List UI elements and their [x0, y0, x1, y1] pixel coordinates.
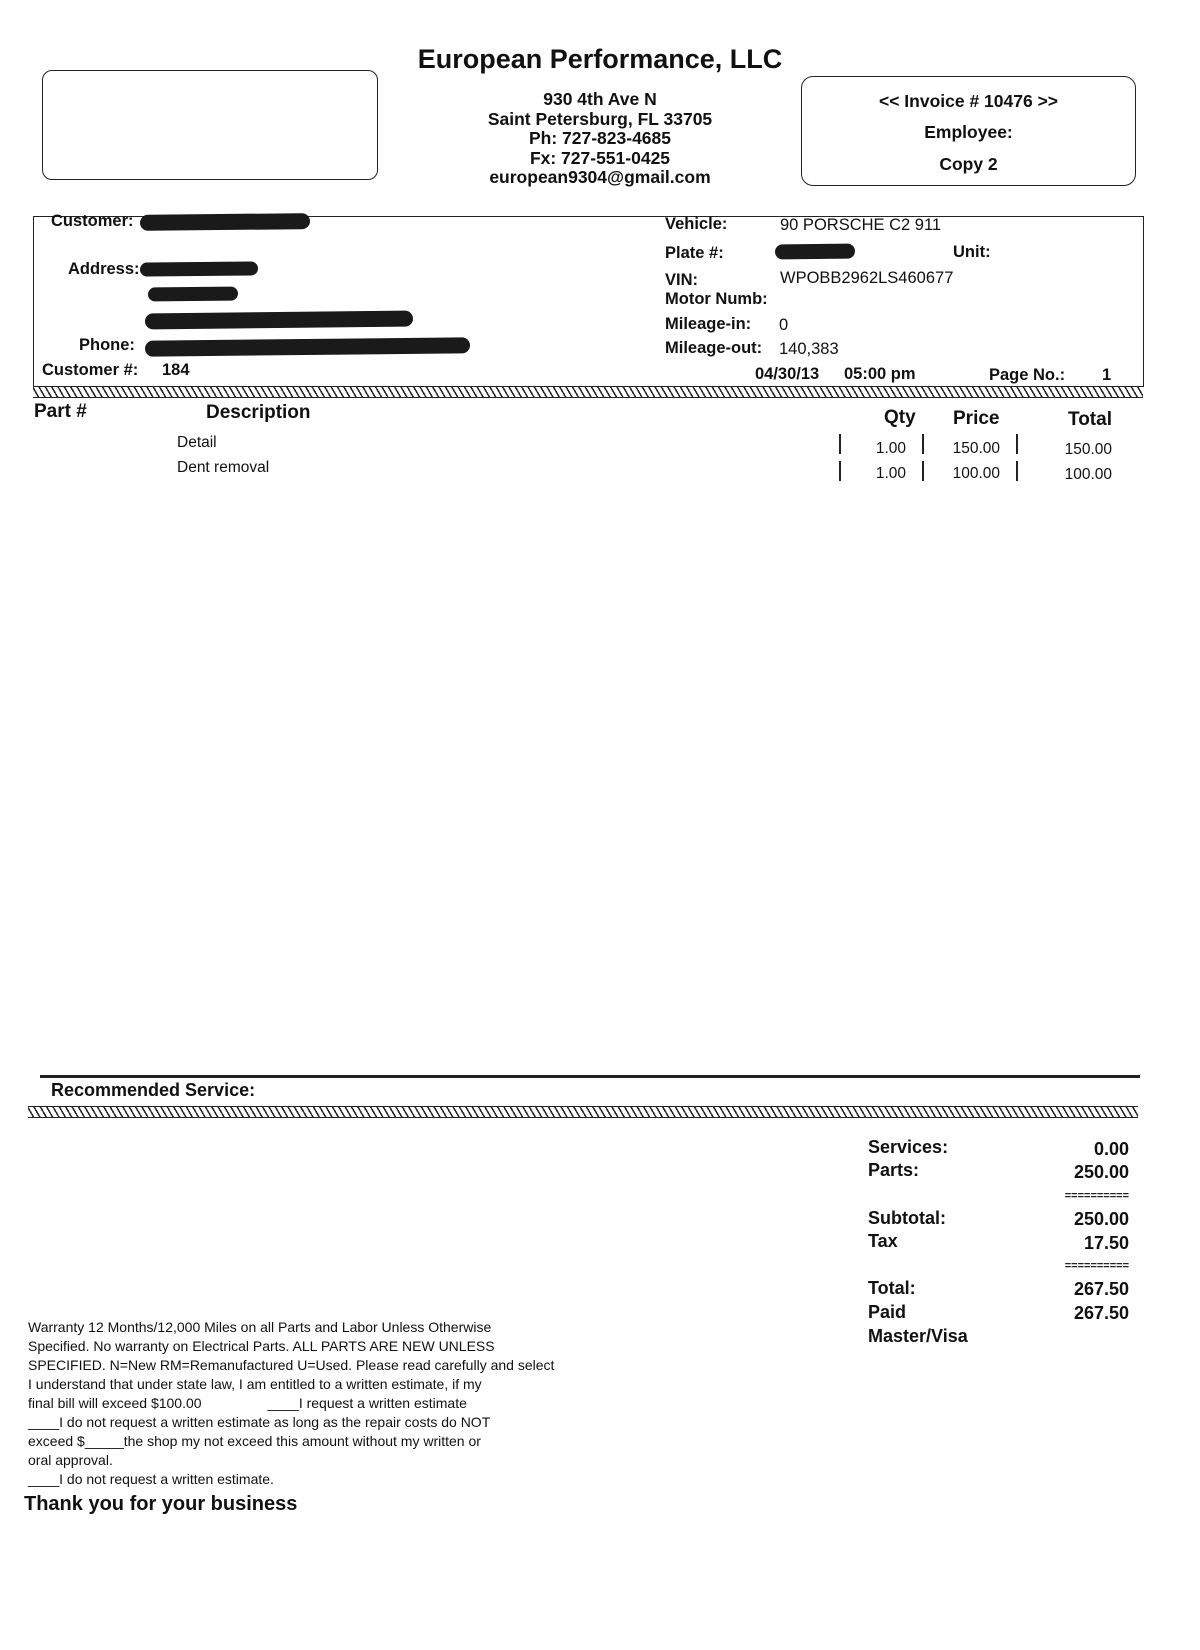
- company-address: [400, 90, 800, 188]
- warranty-line: Warranty 12 Months/12,000 Miles on all Parts and Labor Unless Otherwise: [28, 1319, 492, 1335]
- invoice-info-box: [801, 76, 1136, 186]
- redaction-address-line1: [140, 261, 258, 276]
- services-label: Services:: [868, 1137, 949, 1157]
- customer-label: Customer:: [51, 212, 134, 230]
- warranty-text: [28, 1318, 648, 1489]
- column-header-description: Description: [206, 402, 311, 423]
- column-header-part: Part #: [34, 401, 87, 422]
- parts-value: 250.00: [1073, 1162, 1129, 1182]
- double-rule: ==========: [1064, 1260, 1129, 1272]
- warranty-line: final bill will exceed $100.00 ____I request a written estimate: [28, 1395, 467, 1411]
- company-fax: Fx: 727-551-0425: [529, 147, 671, 168]
- row-qty: 1.00: [875, 440, 906, 457]
- mileage-in-label: Mileage-in:: [665, 315, 752, 333]
- mileage-out-value: 140,383: [779, 340, 839, 358]
- total-label: Total:: [868, 1278, 916, 1298]
- employee-label: Employee:: [924, 122, 1013, 142]
- company-name: European Performance, LLC: [417, 44, 783, 74]
- warranty-line: I understand that under state law, I am entitled to a written estimate, if my: [28, 1376, 482, 1392]
- redaction-address-line3: [145, 311, 413, 330]
- warranty-line: Specified. No warranty on Electrical Parts. ALL PARTS ARE NEW UNLESS: [28, 1338, 495, 1354]
- row-description: Detail: [177, 434, 217, 451]
- subtotal-label: Subtotal:: [868, 1208, 946, 1228]
- column-header-price: Price: [953, 408, 1000, 429]
- row-separator: [1016, 461, 1018, 481]
- parts-label: Parts:: [868, 1160, 920, 1180]
- unit-label: Unit:: [953, 243, 991, 261]
- thank-you-message: Thank you for your business: [24, 1493, 298, 1515]
- company-address-line1: 930 4th Ave N: [543, 89, 657, 109]
- warranty-line: exceed $_____the shop my not exceed this amount without my written or: [28, 1433, 481, 1449]
- row-price: 100.00: [952, 465, 1000, 482]
- invoice-number: << Invoice # 10476 >>: [878, 91, 1059, 111]
- vehicle-value: 90 PORSCHE C2 911: [780, 216, 942, 234]
- customer-number-label: Customer #:: [42, 361, 139, 379]
- column-header-total: Total: [1068, 409, 1112, 430]
- company-email: european9304@gmail.com: [489, 167, 711, 187]
- double-rule: ==========: [1064, 1190, 1129, 1202]
- subtotal-value: 250.00: [1073, 1209, 1129, 1229]
- vehicle-label: Vehicle:: [665, 215, 728, 233]
- recommended-service-label: Recommended Service:: [51, 1080, 256, 1100]
- address-label: Address:: [68, 260, 140, 278]
- payment-method: Master/Visa: [868, 1326, 968, 1346]
- tax-label: Tax: [868, 1231, 898, 1251]
- copy-label: Copy 2: [939, 154, 998, 174]
- motor-number-label: Motor Numb:: [665, 290, 768, 308]
- row-separator: [922, 434, 924, 454]
- section-rule: [40, 1075, 1140, 1078]
- vin-value: WPOBB2962LS460677: [780, 269, 954, 287]
- redaction-address-line2: [148, 287, 238, 302]
- redaction-customer-name: [140, 213, 310, 231]
- paid-label: Paid: [868, 1302, 907, 1322]
- customer-number: 184: [162, 361, 190, 379]
- services-value: 0.00: [1093, 1139, 1129, 1159]
- row-total: 100.00: [1064, 466, 1112, 483]
- total-value: 267.50: [1073, 1279, 1129, 1299]
- row-total: 150.00: [1064, 441, 1112, 458]
- row-separator: [1016, 434, 1018, 454]
- phone-label: Phone:: [79, 336, 135, 354]
- mileage-out-label: Mileage-out:: [665, 339, 763, 357]
- redaction-plate: [775, 244, 855, 260]
- mileage-in-value: 0: [779, 316, 789, 334]
- company-phone: Ph: 727-823-4685: [528, 128, 672, 148]
- tax-value: 17.50: [1083, 1233, 1129, 1253]
- row-description: Dent removal: [177, 459, 270, 476]
- vin-label: VIN:: [665, 271, 698, 289]
- column-header-qty: Qty: [884, 407, 916, 428]
- row-separator: [922, 461, 924, 481]
- row-price: 150.00: [952, 440, 1000, 457]
- invoice-date: 04/30/13: [755, 365, 820, 383]
- page-number-label: Page No.:: [989, 366, 1066, 384]
- hatched-divider-top: [33, 386, 1143, 398]
- company-address-line2: Saint Petersburg, FL 33705: [487, 108, 713, 129]
- hatched-divider-bottom: [28, 1106, 1138, 1118]
- warranty-line: ____I do not request a written estimate as long as the repair costs do NOT: [28, 1414, 491, 1430]
- row-qty: 1.00: [875, 465, 906, 482]
- paid-value: 267.50: [1073, 1303, 1129, 1323]
- customer-vehicle-box: [33, 216, 1144, 387]
- invoice-time: 05:00 pm: [844, 365, 916, 383]
- row-separator: [839, 434, 841, 454]
- logo-box: [42, 70, 378, 180]
- redaction-phone: [145, 337, 470, 356]
- warranty-line: oral approval.: [28, 1452, 113, 1468]
- warranty-line: SPECIFIED. N=New RM=Remanufactured U=Used. Please read carefully and select: [28, 1357, 555, 1373]
- plate-label: Plate #:: [665, 244, 724, 262]
- row-separator: [839, 461, 841, 481]
- warranty-line: ____I do not request a written estimate.: [28, 1471, 274, 1487]
- page-number: 1: [1102, 366, 1112, 384]
